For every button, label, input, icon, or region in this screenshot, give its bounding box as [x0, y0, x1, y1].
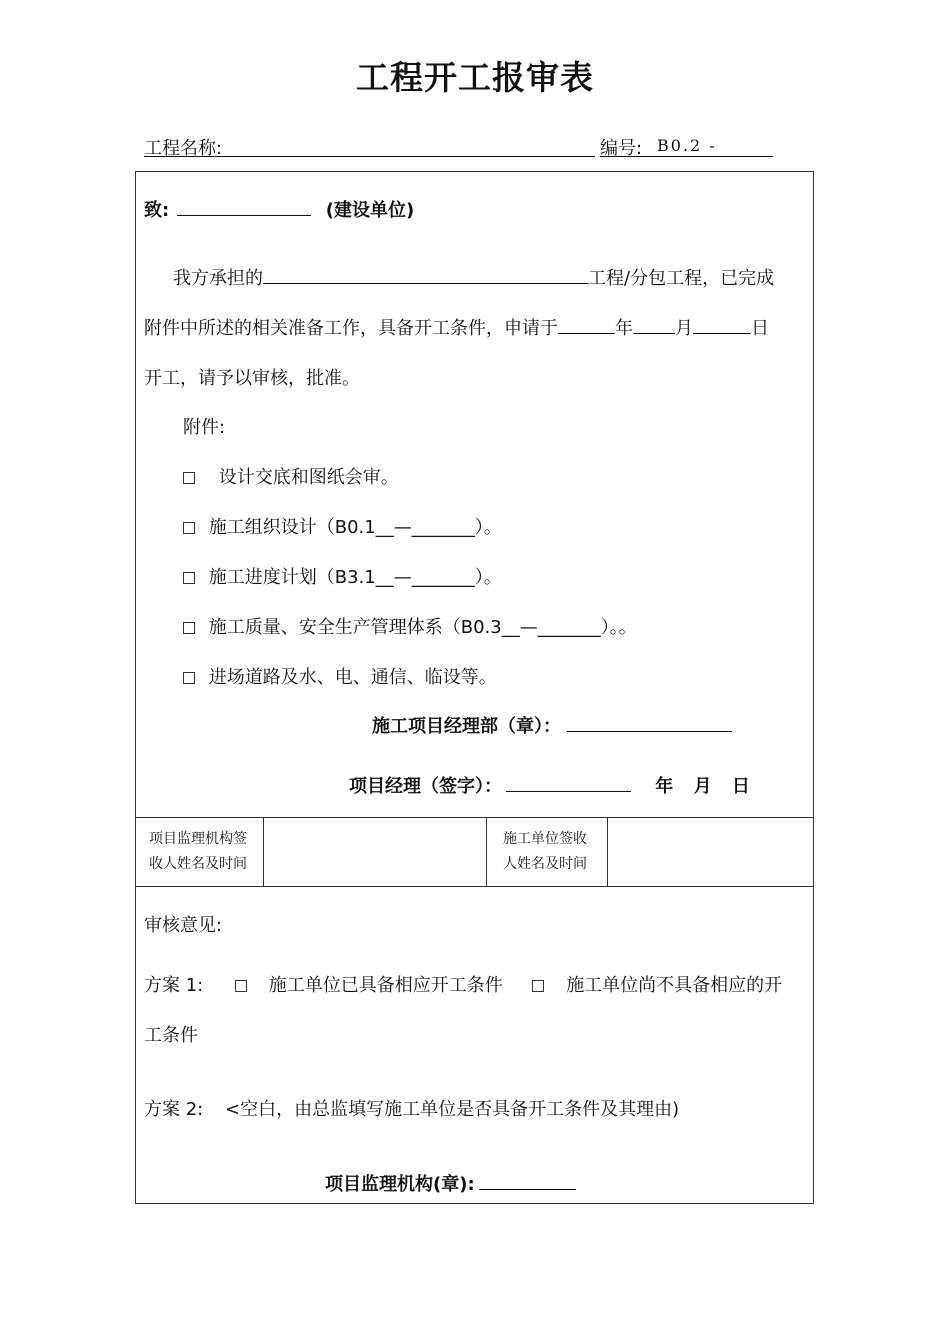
- body-line2-prefix: 附件中所述的相关准备工作，具备开工条件，申请于: [144, 318, 558, 339]
- checkbox-icon[interactable]: [532, 980, 544, 992]
- plan2-line: [144, 1095, 679, 1121]
- plan1-option1: 施工单位已具备相应开工条件: [268, 975, 503, 996]
- plan1-continuation: 工条件: [144, 1025, 198, 1046]
- contractor-receipt-line1: 施工单位签收: [503, 831, 587, 847]
- project-name-label: 工程名称:: [144, 138, 223, 159]
- attachment-item-label: 设计交底和图纸会审。: [218, 467, 399, 488]
- attachment-item-label: 进场道路及水、电、通信、临设等。: [208, 667, 497, 688]
- body-line-2: [144, 314, 769, 340]
- attachment-item-label: 施工质量、安全生产管理体系（B0.3__—_______）。。: [208, 617, 637, 638]
- checkbox-icon[interactable]: [235, 980, 247, 992]
- page-title: 工程开工报审表: [356, 58, 594, 97]
- month-blank: [633, 332, 675, 334]
- plan2-label: 方案 2:: [144, 1099, 204, 1120]
- sign-month: 月: [693, 776, 712, 797]
- attachment-item: [183, 563, 502, 589]
- contractor-receipt-line2: 人姓名及时间: [503, 856, 587, 872]
- review-label: 审核意见:: [144, 915, 223, 936]
- number-underline: [600, 156, 773, 157]
- receipt-col-divider-3: [607, 817, 608, 886]
- attachment-item: [183, 513, 502, 539]
- checkbox-icon[interactable]: [183, 672, 195, 684]
- attachments-label: 附件:: [183, 417, 226, 438]
- attachment-item: [183, 463, 399, 489]
- receipt-col-divider-2: [486, 817, 487, 886]
- supervisor-receipt-line2: 收人姓名及时间: [149, 856, 247, 872]
- plan1-line: [144, 971, 782, 997]
- sign-year: 年: [655, 776, 674, 797]
- manager-label: 项目经理（签字）：: [349, 776, 502, 797]
- dept-signature-line: [372, 712, 732, 738]
- plan1-label: 方案 1:: [144, 975, 204, 996]
- year-blank: [558, 332, 615, 334]
- to-line: [144, 196, 414, 222]
- day-blank: [693, 332, 751, 334]
- body-line-3: 开工，请予以审核，批准。: [144, 368, 360, 389]
- dept-label: 施工项目经理部（章）：: [372, 716, 561, 737]
- sign-day: 日: [731, 776, 750, 797]
- body-line1-suffix: 工程/分包工程，已完成: [588, 268, 775, 289]
- checkbox-icon[interactable]: [183, 472, 195, 484]
- number-value: B0.2 -: [657, 136, 717, 155]
- contractor-receipt-label: [503, 827, 587, 877]
- project-name-underline: [144, 156, 595, 157]
- supervisor-seal-label: 项目监理机构(章):: [325, 1174, 475, 1195]
- to-blank: [177, 214, 311, 216]
- body-month: 月: [675, 318, 693, 339]
- body-day: 日: [751, 318, 769, 339]
- to-unit: (建设单位): [325, 200, 415, 221]
- supervisor-receipt-line1: 项目监理机构签: [149, 831, 247, 847]
- supervisor-receipt-label: [149, 827, 247, 877]
- number-label: 编号:: [600, 138, 643, 159]
- project-blank: [263, 282, 588, 284]
- checkbox-icon[interactable]: [183, 572, 195, 584]
- supervisor-seal-line: [325, 1170, 576, 1196]
- checkbox-icon[interactable]: [183, 522, 195, 534]
- attachment-item-label: 施工组织设计（B0.1__—_______）。: [208, 517, 502, 538]
- receipt-col-divider-1: [263, 817, 264, 886]
- attachment-item: [183, 663, 497, 689]
- manager-blank: [506, 790, 631, 792]
- body-line1-prefix: 我方承担的: [173, 268, 263, 289]
- checkbox-icon[interactable]: [183, 622, 195, 634]
- body-line-1: [173, 264, 774, 290]
- to-label: 致:: [144, 200, 170, 221]
- plan2-text: <空白，由总监填写施工单位是否具备开工条件及其理由): [224, 1099, 680, 1120]
- dept-blank: [567, 730, 732, 732]
- attachment-item: [183, 613, 637, 639]
- attachment-item-label: 施工进度计划（B3.1__—_______）。: [208, 567, 502, 588]
- plan1-option2: 施工单位尚不具备相应的开: [566, 975, 783, 996]
- supervisor-seal-blank: [479, 1188, 576, 1190]
- divider-receipt-bottom: [135, 886, 814, 887]
- manager-signature-line: [349, 772, 750, 798]
- body-year: 年: [615, 318, 633, 339]
- divider-receipt-top: [135, 817, 814, 818]
